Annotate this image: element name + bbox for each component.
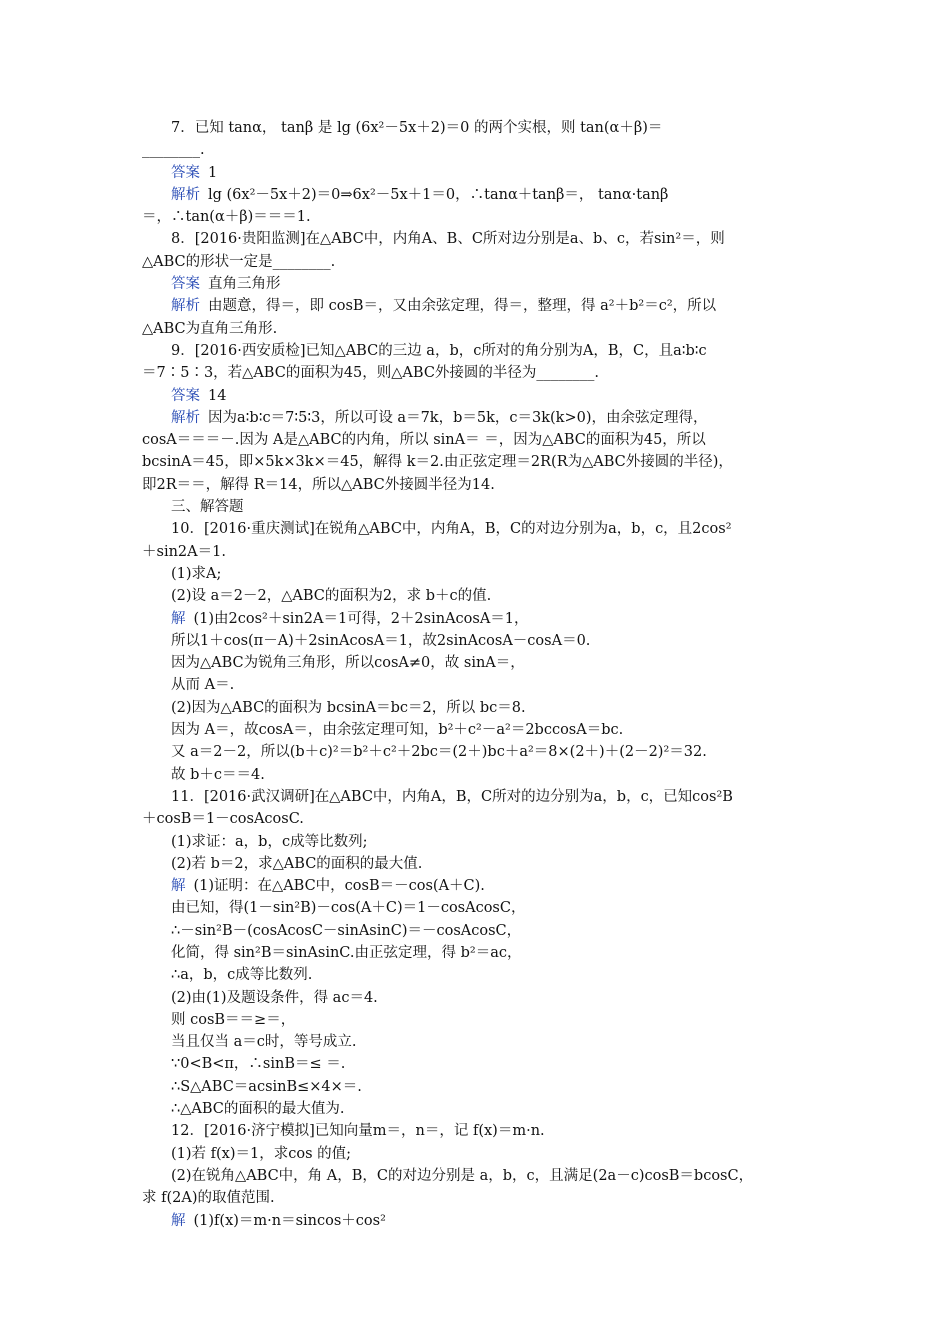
text-line xyxy=(142,318,822,340)
text-line xyxy=(142,697,822,719)
line-text: 求 f(2A)的取值范围. xyxy=(142,1190,275,1207)
text-line xyxy=(142,273,822,295)
text-line xyxy=(142,206,822,228)
line-text: 所以1＋cos(π－A)＋2sinAcosA＝1，故2sinAcosA－cosA＝0. xyxy=(171,632,591,649)
text-line xyxy=(142,920,822,942)
line-text: 因为a∶b∶c＝7∶5∶3，所以可设 a＝7k，b＝5k，c＝3k(k>0)，由余弦定理得， xyxy=(208,409,708,426)
line-text: 三、解答题 xyxy=(171,499,244,516)
line-text: (2)因为△ABC的面积为 bcsinA＝bc＝2，所以 bc＝8. xyxy=(171,699,526,716)
answer-label: 答案 xyxy=(171,387,200,404)
text-line xyxy=(142,1076,822,1098)
line-text: 9．[2016·西安质检]已知△ABC的三边 a，b，c所对的角分别为A，B，C，且a∶b∶c xyxy=(171,342,707,359)
text-line xyxy=(142,407,822,429)
line-text: 因为△ABC为锐角三角形，所以cosA≠0，故 sinA＝， xyxy=(171,655,525,672)
text-line xyxy=(142,117,822,139)
text-line xyxy=(142,875,822,897)
text-line xyxy=(142,987,822,1009)
text-line xyxy=(142,608,822,630)
text-line xyxy=(142,786,822,808)
line-text: 故 b＋c＝＝4. xyxy=(171,766,265,783)
text-line xyxy=(142,652,822,674)
text-line xyxy=(142,251,822,273)
text-line xyxy=(142,451,822,473)
line-text: (2)若 b＝2，求△ABC的面积的最大值. xyxy=(171,855,423,872)
text-line xyxy=(142,1098,822,1120)
line-text: 因为 A＝，故cosA＝，由余弦定理可知，b²＋c²－a²＝2bccosA＝bc. xyxy=(171,722,624,739)
text-line xyxy=(142,964,822,986)
text-line xyxy=(142,942,822,964)
line-text: ＋sin2A＝1. xyxy=(142,543,226,560)
line-text: (2)设 a＝2－2，△ABC的面积为2，求 b＋c的值. xyxy=(171,588,492,605)
line-text: 又 a＝2－2，所以(b＋c)²＝b²＋c²＋2bc＝(2＋)bc＋a²＝8×(2＋)＋(2－2)²＝32. xyxy=(171,744,707,761)
line-text: 11．[2016·武汉调研]在△ABC中，内角A，B，C所对的边分别为a，b，c，已知cos²B xyxy=(171,788,733,805)
line-text: 8．[2016·贵阳监测]在△ABC中，内角A、B、C所对边分别是a、b、c，若sin²＝，则 xyxy=(171,231,725,248)
line-text: ∴△ABC的面积的最大值为. xyxy=(171,1101,345,1118)
text-line xyxy=(142,541,822,563)
text-line xyxy=(142,162,822,184)
line-text: 由已知，得(1－sin²B)－cos(A＋C)＝1－cosAcosC， xyxy=(171,900,526,917)
answer-label: 答案 xyxy=(171,164,200,181)
line-text: (1)证明：在△ABC中，cosB＝－cos(A＋C). xyxy=(193,878,485,895)
line-text: 1 xyxy=(208,164,218,181)
text-line xyxy=(142,1120,822,1142)
line-text: 则 cosB＝＝≥＝， xyxy=(171,1011,296,1028)
line-text: (2)在锐角△ABC中，角 A，B，C的对边分别是 a，b，c，且满足(2a－c)cosB＝bcosC， xyxy=(171,1167,754,1184)
answer-label: 解析 xyxy=(171,186,200,203)
text-line xyxy=(142,853,822,875)
line-text: (1)由2cos²＋sin2A＝1可得，2＋2sinAcosA＝1， xyxy=(193,610,529,627)
text-line xyxy=(142,295,822,317)
text-line xyxy=(142,1143,822,1165)
line-text: 7．已知 tanα， tanβ 是 lg (6x²－5x＋2)＝0 的两个实根，则 tan(α＋β)＝ xyxy=(171,120,663,136)
line-text: (1)f(x)＝m·n＝sincos＋cos² xyxy=(193,1212,386,1229)
text-line xyxy=(142,1187,822,1209)
line-text: 12．[2016·济宁模拟]已知向量m＝，n＝，记 f(x)＝m·n. xyxy=(171,1123,545,1140)
text-line xyxy=(142,362,822,384)
text-line xyxy=(142,741,822,763)
text-line xyxy=(142,385,822,407)
text-line xyxy=(142,563,822,585)
line-text: (1)求A; xyxy=(171,565,222,582)
answer-label: 解 xyxy=(171,610,186,627)
answer-label: 解 xyxy=(171,1212,186,1229)
text-line xyxy=(142,764,822,786)
line-text: 10．[2016·重庆测试]在锐角△ABC中，内角A，B，C的对边分别为a，b，c，且2cos² xyxy=(171,521,732,538)
line-text: cosA＝＝＝－.因为 A是△ABC的内角，所以 sinA＝ ＝，因为△ABC的面积为45，所以 xyxy=(142,432,706,449)
line-text: (1)若 f(x)＝1，求cos 的值; xyxy=(171,1145,352,1162)
line-text: ∵0<B<π，∴sinB＝≤ ＝. xyxy=(171,1056,346,1073)
line-text: 当且仅当 a＝c时，等号成立. xyxy=(171,1034,357,1051)
text-line xyxy=(142,808,822,830)
line-text: ________. xyxy=(142,142,205,159)
text-line xyxy=(142,518,822,540)
text-line xyxy=(142,585,822,607)
text-line xyxy=(142,1210,822,1232)
line-text: 由题意，得＝，即 cosB＝，又由余弦定理，得＝，整理，得 a²＋b²＝c²，所以 xyxy=(208,298,717,315)
text-line xyxy=(142,1031,822,1053)
text-line xyxy=(142,496,822,518)
line-text: (2)由(1)及题设条件，得 ac＝4. xyxy=(171,989,378,1006)
text-line xyxy=(142,340,822,362)
text-line xyxy=(142,228,822,250)
text-line xyxy=(142,139,822,161)
line-text: △ABC的形状一定是________. xyxy=(142,253,336,270)
line-text: 从而 A＝. xyxy=(171,677,235,694)
line-text: △ABC为直角三角形. xyxy=(142,320,278,337)
line-text: (1)求证：a，b，c成等比数列; xyxy=(171,833,368,850)
answer-label: 答案 xyxy=(171,276,200,293)
document-body xyxy=(142,117,822,1232)
text-line xyxy=(142,674,822,696)
line-text: ∴－sin²B－(cosAcosC－sinAsinC)＝－cosAcosC， xyxy=(171,922,522,939)
line-text: ＋cosB＝1－cosAcosC. xyxy=(142,811,304,828)
answer-label: 解 xyxy=(171,878,186,895)
line-text: bcsinA＝45，即×5k×3k×＝45，解得 k＝2.由正弦定理＝2R(R为△ABC外接圆的半径)， xyxy=(142,454,733,471)
answer-label: 解析 xyxy=(171,409,200,426)
text-line xyxy=(142,1053,822,1075)
line-text: ∴a，b，c成等比数列. xyxy=(171,967,313,984)
text-line xyxy=(142,184,822,206)
line-text: lg (6x²－5x＋2)＝0⇒6x²－5x＋1＝0，∴tanα＋tanβ＝， tanα·tanβ xyxy=(208,186,669,203)
text-line xyxy=(142,1009,822,1031)
line-text: ＝7∶5∶3，若△ABC的面积为45，则△ABC外接圆的半径为________. xyxy=(142,365,600,382)
line-text: ∴S△ABC＝acsinB≤×4×＝. xyxy=(171,1078,362,1095)
text-line xyxy=(142,429,822,451)
text-line xyxy=(142,474,822,496)
answer-label: 解析 xyxy=(171,298,200,315)
line-text: 即2R＝＝，解得 R＝14，所以△ABC外接圆半径为14. xyxy=(142,476,495,493)
line-text: 化简，得 sin²B＝sinAsinC.由正弦定理，得 b²＝ac， xyxy=(171,944,522,961)
text-line xyxy=(142,719,822,741)
line-text: 14 xyxy=(208,387,227,404)
line-text: 直角三角形 xyxy=(208,276,281,293)
text-line xyxy=(142,1165,822,1187)
text-line xyxy=(142,897,822,919)
line-text: ＝，∴tan(α＋β)＝＝＝1. xyxy=(142,209,311,226)
text-line xyxy=(142,630,822,652)
text-line xyxy=(142,831,822,853)
